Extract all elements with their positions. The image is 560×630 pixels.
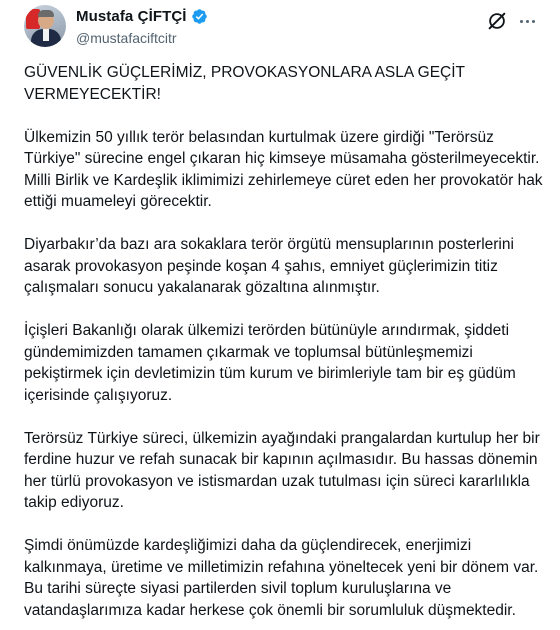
more-dots-icon xyxy=(520,20,523,23)
more-options-button[interactable] xyxy=(516,10,538,32)
verified-badge-icon xyxy=(191,8,208,25)
avatar[interactable] xyxy=(24,5,66,47)
shirt-shape xyxy=(43,29,49,41)
post-paragraph: Terörsüz Türkiye süreci, ülkemizin ayağındaki prangalardan kurtulup her bir ferdine huzur ve refah sunacak bir kapının açılmasıdır. Bu hassas dönemin her türlü provokasyon ve istismardan uzak tutulması için süreci kararlılıkla takip ediyoruz. xyxy=(24,429,540,511)
post-paragraph: Ülkemizin 50 yıllık terör belasından kurtulmak üzere girdiği "Terörsüz Türkiye" sürecine engel çıkaran hiç kimseye müsamaha gösterilmeyecektir. Milli Birlik ve Kardeşlik iklimimizi zehirlemeye cüret eden her provokatör hak ettiği muameleyi görecektir. xyxy=(24,128,543,210)
author-handle[interactable]: @mustafaciftcitr xyxy=(76,30,177,46)
author-name-row xyxy=(76,8,208,25)
post-header xyxy=(24,0,538,58)
post-text xyxy=(24,62,544,621)
post-paragraph: Şimdi önümüzde kardeşliğimizi daha da güçlendirecek, enerjimizi kalkınmaya, üretime ve milletimizin refahına yöneltecek yeni bir dönem var. Bu tarihi süreçte siyasi partilerden sivil toplum kuruluşlarına ve vatandaşlarımıza kadar herkese çok önemli bir sorumluluk düşmektedir. xyxy=(24,537,539,619)
post-paragraph: İçişleri Bakanlığı olarak ülkemizi terörden bütünüyle arındırmak, şiddeti gündemimizden tamamen çıkarmak ve toplumsal bütünleşmemizi pekiştirmek için devletimizin tüm kurum ve birimleriyle tam bir eş güdüm içerisinde çalışıyoruz. xyxy=(24,322,516,404)
more-dots-icon xyxy=(526,20,529,23)
more-dots-icon xyxy=(532,20,535,23)
post-paragraph: Diyarbakır’da bazı ara sokaklara terör örgütü mensuplarının posterlerini asarak provokasyon peşinde koşan 4 şahıs, emniyet güçlerimizin titiz çalışmaları sonucu yakalanarak gözaltına alınmıştır. xyxy=(24,236,514,296)
author-display-name[interactable]: Mustafa ÇİFTÇİ xyxy=(76,8,187,25)
post-paragraph-headline: GÜVENLİK GÜÇLERİMİZ, PROVOKASYONLARA ASLA GEÇİT VERMEYECEKTİR! xyxy=(24,64,465,103)
grok-icon[interactable] xyxy=(486,10,508,32)
hair-shape xyxy=(38,10,54,17)
